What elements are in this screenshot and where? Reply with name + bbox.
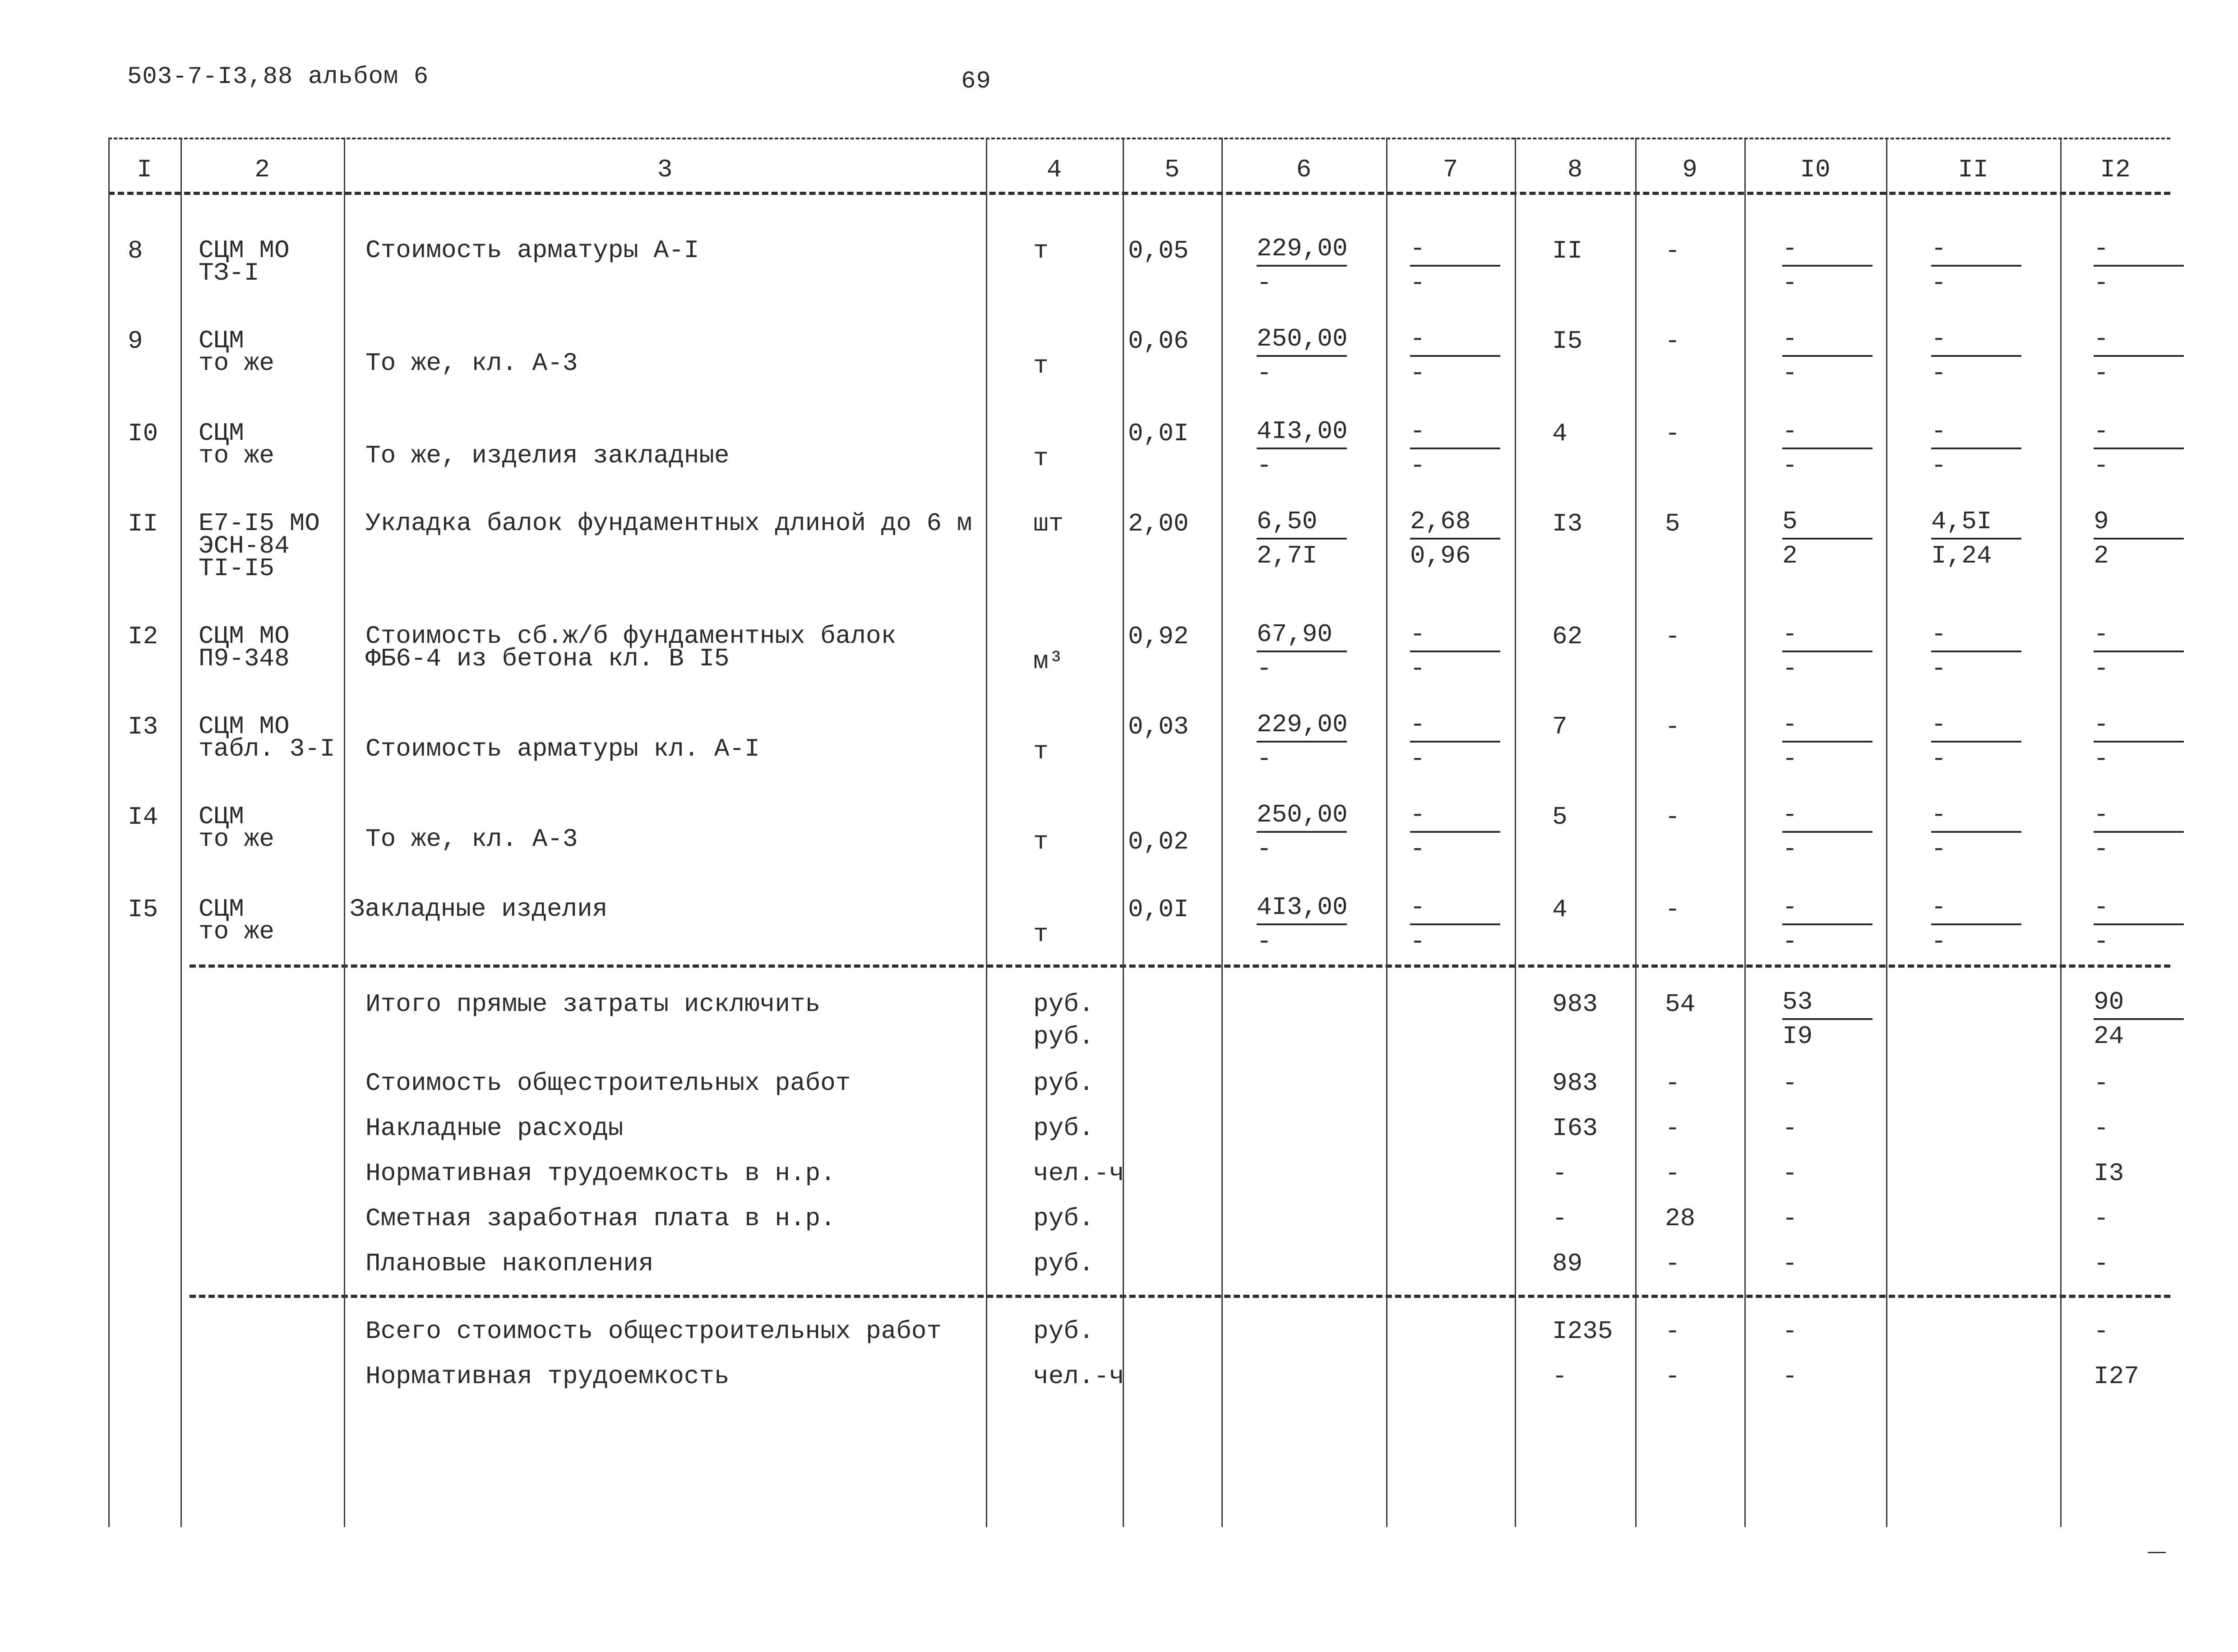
col12-fraction-numerator: - xyxy=(2094,891,2184,925)
col9-value: - xyxy=(1665,803,1680,831)
row-name: То же, кл. А-3 xyxy=(365,349,578,378)
column-divider xyxy=(1886,138,1887,1527)
col6-fraction-denominator: - xyxy=(1257,927,1272,956)
grand-total-unit: чел.-ч xyxy=(1033,1362,1124,1391)
row-name: То же, кл. А-3 xyxy=(365,825,578,854)
column-header: 4 xyxy=(1046,155,1062,184)
col11-fraction xyxy=(1931,618,2021,685)
col10-fraction-numerator: - xyxy=(1782,323,1873,357)
col6-fraction xyxy=(1257,708,1347,775)
total-direct-unit: руб. xyxy=(1033,990,1094,1019)
col11-fraction-numerator: - xyxy=(1931,415,2021,449)
row-name: Стоимость арматуры кл. А-I xyxy=(365,734,760,763)
col10-fraction-numerator: - xyxy=(1782,891,1873,925)
grand-total-col12: I27 xyxy=(2094,1362,2139,1391)
col6-fraction-numerator: 250,00 xyxy=(1257,323,1347,357)
top-rule xyxy=(108,138,2170,139)
col11-fraction-denominator: I,24 xyxy=(1931,541,1992,570)
total-line-col12: - xyxy=(2094,1114,2109,1143)
col11-fraction-denominator: - xyxy=(1931,268,1947,297)
col6-fraction-numerator: 4I3,00 xyxy=(1257,891,1347,925)
col12-fraction-denominator: - xyxy=(2094,359,2109,388)
row-number: I2 xyxy=(128,622,158,651)
col7-fraction xyxy=(1410,415,1500,482)
col6-fraction xyxy=(1257,618,1347,685)
row-code: СЦМ то же xyxy=(199,326,275,378)
column-divider xyxy=(1744,138,1746,1527)
col6-fraction xyxy=(1257,323,1347,389)
column-divider xyxy=(180,138,182,1527)
col6-fraction-denominator: - xyxy=(1257,451,1272,480)
total-line-col10: - xyxy=(1782,1114,1798,1143)
col11-fraction-numerator: - xyxy=(1931,323,2021,357)
row-name: То же, изделия закладные xyxy=(365,441,730,470)
col7-fraction-denominator: - xyxy=(1410,927,1425,956)
total-line-col12: - xyxy=(2094,1249,2109,1278)
row-number: I0 xyxy=(128,419,158,448)
total-line-col9: - xyxy=(1665,1159,1680,1188)
col9-value: - xyxy=(1665,712,1680,741)
section-rule-1 xyxy=(190,964,2170,968)
col12-fraction xyxy=(2094,415,2184,482)
total-line-name: Стоимость общестроительных работ xyxy=(365,1069,851,1098)
col7-fraction-numerator: - xyxy=(1410,415,1500,449)
col11-fraction xyxy=(1931,323,2021,389)
column-divider xyxy=(1635,138,1637,1527)
row-number: 9 xyxy=(128,327,143,355)
col6-fraction-denominator: - xyxy=(1257,835,1272,863)
total-line-unit: руб. xyxy=(1033,1249,1094,1278)
row-unit: т xyxy=(1033,737,1049,766)
col7-fraction xyxy=(1410,323,1500,389)
total-line-col8: - xyxy=(1552,1204,1568,1233)
col7-fraction-denominator: - xyxy=(1410,654,1425,683)
col11-fraction-denominator: - xyxy=(1931,927,1947,956)
grand-total-col10: - xyxy=(1782,1317,1798,1346)
col8-value: 62 xyxy=(1552,622,1583,651)
col7-fraction-numerator: - xyxy=(1410,232,1500,267)
row-name: Стоимость арматуры А-I xyxy=(365,236,699,265)
column-header: I0 xyxy=(1800,155,1831,184)
column-divider xyxy=(1221,138,1223,1527)
row-code: СЦМ МО ТЗ-I xyxy=(199,236,290,287)
col6-fraction-numerator: 4I3,00 xyxy=(1257,415,1347,449)
total-line-name: Плановые накопления xyxy=(365,1249,654,1278)
col7-fraction-denominator: - xyxy=(1410,451,1425,480)
total-direct-unit: руб. xyxy=(1033,1022,1094,1051)
col10-fraction-denominator: 2 xyxy=(1782,541,1798,570)
col12-fraction-denominator: - xyxy=(2094,927,2109,956)
col11-fraction-denominator: - xyxy=(1931,835,1947,863)
col7-fraction xyxy=(1410,505,1500,572)
row-quantity: 0,92 xyxy=(1128,622,1189,651)
col7-fraction xyxy=(1410,891,1500,958)
col6-fraction-numerator: 6,50 xyxy=(1257,505,1347,540)
col12-fraction xyxy=(2094,323,2184,389)
col10-fraction-numerator: - xyxy=(1782,798,1873,833)
total-line-unit: руб. xyxy=(1033,1114,1094,1143)
total-line-name: Накладные расходы xyxy=(365,1114,624,1143)
col8-value: II xyxy=(1552,236,1583,265)
col10-fraction xyxy=(1782,618,1873,685)
col10-fraction-numerator: - xyxy=(1782,708,1873,743)
total-line-col8: 983 xyxy=(1552,1069,1598,1098)
col10-fraction-denominator: - xyxy=(1782,654,1798,683)
column-header: II xyxy=(1958,155,1988,184)
col11-fraction-numerator: - xyxy=(1931,618,2021,652)
col6-fraction-numerator: 229,00 xyxy=(1257,232,1347,267)
row-quantity: 0,06 xyxy=(1128,327,1189,355)
col11-fraction xyxy=(1931,232,2021,299)
col11-fraction-denominator: - xyxy=(1931,654,1947,683)
total-direct-col9: 54 xyxy=(1665,990,1696,1019)
grand-total-col10: - xyxy=(1782,1362,1798,1391)
col10-fraction xyxy=(1782,798,1873,865)
col11-fraction-numerator: - xyxy=(1931,891,2021,925)
row-name: Укладка балок фундаментных длиной до 6 м xyxy=(365,509,972,538)
col10-fraction-numerator: - xyxy=(1782,618,1873,652)
col12-fraction xyxy=(2094,232,2184,299)
col10-fraction xyxy=(1782,891,1873,958)
col12-fraction-numerator: - xyxy=(2094,618,2184,652)
col10-fraction xyxy=(1782,232,1873,299)
col11-fraction-numerator: - xyxy=(1931,798,2021,833)
col12-fraction-denominator: - xyxy=(2094,744,2109,773)
col6-fraction xyxy=(1257,415,1347,482)
page-number: 69 xyxy=(961,68,991,95)
total-direct-col10-numerator: 53 xyxy=(1782,986,1873,1020)
col12-fraction-denominator: - xyxy=(2094,654,2109,683)
col7-fraction-numerator: - xyxy=(1410,891,1500,925)
column-header: 8 xyxy=(1567,155,1583,184)
col10-fraction xyxy=(1782,505,1873,572)
total-line-name: Нормативная трудоемкость в н.р. xyxy=(365,1159,836,1188)
col10-fraction xyxy=(1782,708,1873,775)
column-divider xyxy=(2060,138,2062,1527)
col10-fraction-numerator: 5 xyxy=(1782,505,1873,540)
row-quantity: 0,03 xyxy=(1128,712,1189,741)
col10-fraction-denominator: - xyxy=(1782,927,1798,956)
col10-fraction xyxy=(1782,415,1873,482)
grand-total-unit: руб. xyxy=(1033,1317,1094,1346)
col12-fraction-numerator: - xyxy=(2094,708,2184,743)
document-code: 503-7-I3,88 альбом 6 xyxy=(127,63,429,91)
row-number: I3 xyxy=(128,712,158,741)
row-code: Е7-I5 МО ЭСН-84 ТI-I5 xyxy=(199,509,320,583)
total-line-col10: - xyxy=(1782,1204,1798,1233)
col7-fraction-numerator: 2,68 xyxy=(1410,505,1500,540)
col6-fraction-denominator: - xyxy=(1257,654,1272,683)
row-unit: т xyxy=(1033,351,1049,380)
column-header: I2 xyxy=(2100,155,2131,184)
column-header: 9 xyxy=(1682,155,1697,184)
column-header: 5 xyxy=(1164,155,1180,184)
col7-fraction xyxy=(1410,798,1500,865)
grand-total-col9: - xyxy=(1665,1317,1680,1346)
row-quantity: 0,05 xyxy=(1128,236,1189,265)
col10-fraction-denominator: - xyxy=(1782,744,1798,773)
col6-fraction-numerator: 229,00 xyxy=(1257,708,1347,743)
total-line-col10: - xyxy=(1782,1249,1798,1278)
col9-value: - xyxy=(1665,327,1680,355)
col6-fraction xyxy=(1257,505,1347,572)
col7-fraction-numerator: - xyxy=(1410,798,1500,833)
grand-total-name: Нормативная трудоемкость xyxy=(365,1362,730,1391)
col12-fraction-denominator: - xyxy=(2094,451,2109,480)
col8-value: I3 xyxy=(1552,509,1583,538)
col7-fraction-numerator: - xyxy=(1410,618,1500,652)
col7-fraction xyxy=(1410,232,1500,299)
row-unit: т xyxy=(1033,236,1049,265)
total-line-name: Сметная заработная плата в н.р. xyxy=(365,1204,836,1233)
col7-fraction-denominator: - xyxy=(1410,359,1425,388)
row-code: СЦМ МО табл. 3-I xyxy=(199,712,335,763)
col6-fraction-denominator: - xyxy=(1257,744,1272,773)
col8-value: 4 xyxy=(1552,895,1568,924)
col7-fraction-denominator: 0,96 xyxy=(1410,541,1471,570)
col7-fraction-denominator: - xyxy=(1410,268,1425,297)
col12-fraction-denominator: - xyxy=(2094,835,2109,863)
grand-total-name: Всего стоимость общестроительных работ xyxy=(365,1317,942,1346)
row-number: I5 xyxy=(128,895,158,924)
col12-fraction-numerator: - xyxy=(2094,323,2184,357)
total-direct-col10 xyxy=(1782,986,1873,1052)
row-name: Стоимость сб.ж/б фундаментных балок ФБ6-4 из бетона кл. В I5 xyxy=(365,622,897,673)
column-header: 7 xyxy=(1443,155,1458,184)
row-unit: т xyxy=(1033,444,1049,473)
col11-fraction-denominator: - xyxy=(1931,359,1947,388)
col6-fraction-numerator: 67,90 xyxy=(1257,618,1347,652)
col11-fraction-numerator: - xyxy=(1931,708,2021,743)
col12-fraction xyxy=(2094,618,2184,685)
col7-fraction-denominator: - xyxy=(1410,744,1425,773)
row-quantity: 0,0I xyxy=(1128,419,1189,448)
col8-value: 4 xyxy=(1552,419,1568,448)
col10-fraction-denominator: - xyxy=(1782,359,1798,388)
col10-fraction xyxy=(1782,323,1873,389)
col12-fraction xyxy=(2094,708,2184,775)
total-line-col12: I3 xyxy=(2094,1159,2124,1188)
col12-fraction-denominator: - xyxy=(2094,268,2109,297)
col11-fraction xyxy=(1931,505,2021,572)
col7-fraction xyxy=(1410,618,1500,685)
total-line-col9: 28 xyxy=(1665,1204,1696,1233)
row-unit: т xyxy=(1033,827,1049,856)
column-header: I xyxy=(137,155,152,184)
col9-value: 5 xyxy=(1665,509,1680,538)
col6-fraction-denominator: 2,7I xyxy=(1257,541,1318,570)
column-divider xyxy=(1515,138,1516,1527)
total-line-unit: руб. xyxy=(1033,1069,1094,1098)
col7-fraction xyxy=(1410,708,1500,775)
col7-fraction-numerator: - xyxy=(1410,323,1500,357)
col7-fraction-denominator: - xyxy=(1410,835,1425,863)
total-direct-col8: 983 xyxy=(1552,990,1598,1019)
row-unit: м³ xyxy=(1033,647,1064,676)
row-code: СЦМ то же xyxy=(199,895,275,946)
col11-fraction-numerator: - xyxy=(1931,232,2021,267)
col12-fraction xyxy=(2094,798,2184,865)
col6-fraction-denominator: - xyxy=(1257,268,1272,297)
col11-fraction-denominator: - xyxy=(1931,451,1947,480)
col9-value: - xyxy=(1665,419,1680,448)
total-line-col9: - xyxy=(1665,1249,1680,1278)
col6-fraction-numerator: 250,00 xyxy=(1257,798,1347,833)
total-direct-col12-numerator: 90 xyxy=(2094,986,2184,1020)
col6-fraction-denominator: - xyxy=(1257,359,1272,388)
total-line-col12: - xyxy=(2094,1069,2109,1098)
grand-total-col12: - xyxy=(2094,1317,2109,1346)
col11-fraction xyxy=(1931,708,2021,775)
header-rule xyxy=(108,192,2170,195)
column-divider xyxy=(344,138,345,1527)
col11-fraction xyxy=(1931,798,2021,865)
col8-value: 5 xyxy=(1552,803,1568,831)
col6-fraction xyxy=(1257,798,1347,865)
row-unit: шт xyxy=(1033,509,1064,538)
col9-value: - xyxy=(1665,236,1680,265)
col10-fraction-numerator: - xyxy=(1782,415,1873,449)
col11-fraction xyxy=(1931,891,2021,958)
column-divider xyxy=(108,138,110,1527)
total-line-col8: - xyxy=(1552,1159,1568,1188)
total-direct-col12 xyxy=(2094,986,2184,1052)
column-header: 2 xyxy=(254,155,270,184)
total-line-col10: - xyxy=(1782,1159,1798,1188)
column-divider xyxy=(1386,138,1387,1527)
row-quantity: 2,00 xyxy=(1128,509,1189,538)
col8-value: I5 xyxy=(1552,327,1583,355)
col7-fraction-numerator: - xyxy=(1410,708,1500,743)
total-direct-col12-denominator: 24 xyxy=(2094,1022,2124,1051)
column-header: 6 xyxy=(1296,155,1312,184)
total-line-unit: чел.-ч xyxy=(1033,1159,1124,1188)
col12-fraction-numerator: - xyxy=(2094,415,2184,449)
col12-fraction xyxy=(2094,891,2184,958)
total-line-unit: руб. xyxy=(1033,1204,1094,1233)
total-line-col8: 89 xyxy=(1552,1249,1583,1278)
col10-fraction-denominator: - xyxy=(1782,451,1798,480)
col9-value: - xyxy=(1665,622,1680,651)
row-name: Закладные изделия xyxy=(350,895,608,923)
col12-fraction-denominator: 2 xyxy=(2094,541,2109,570)
row-quantity: 0,02 xyxy=(1128,827,1189,856)
grand-total-col9: - xyxy=(1665,1362,1680,1391)
col11-fraction xyxy=(1931,415,2021,482)
column-divider xyxy=(986,138,987,1527)
col6-fraction xyxy=(1257,891,1347,958)
col10-fraction-denominator: - xyxy=(1782,268,1798,297)
col12-fraction xyxy=(2094,505,2184,572)
col12-fraction-numerator: - xyxy=(2094,232,2184,267)
col10-fraction-denominator: - xyxy=(1782,835,1798,863)
row-number: II xyxy=(128,509,158,538)
total-direct-col10-denominator: I9 xyxy=(1782,1022,1813,1051)
col11-fraction-numerator: 4,5I xyxy=(1931,505,2021,540)
col8-value: 7 xyxy=(1552,712,1568,741)
total-line-col9: - xyxy=(1665,1069,1680,1098)
row-code: СЦМ то же xyxy=(199,419,275,470)
column-header: 3 xyxy=(657,155,673,184)
grand-total-col8: I235 xyxy=(1552,1317,1613,1346)
col10-fraction-numerator: - xyxy=(1782,232,1873,267)
row-quantity: 0,0I xyxy=(1128,895,1189,924)
row-code: СЦМ МО П9-348 xyxy=(199,622,290,673)
col9-value: - xyxy=(1665,895,1680,924)
grand-total-col8: - xyxy=(1552,1362,1568,1391)
column-divider xyxy=(1123,138,1124,1527)
total-line-col12: - xyxy=(2094,1204,2109,1233)
col12-fraction-numerator: - xyxy=(2094,798,2184,833)
row-number: I4 xyxy=(128,803,158,831)
col6-fraction xyxy=(1257,232,1347,299)
total-line-col10: - xyxy=(1782,1069,1798,1098)
row-number: 8 xyxy=(128,236,143,265)
end-mark xyxy=(2148,1552,2166,1553)
section-rule-2 xyxy=(190,1295,2170,1298)
total-direct-name: Итого прямые затраты исключить xyxy=(365,990,821,1019)
col12-fraction-numerator: 9 xyxy=(2094,505,2184,540)
col11-fraction-denominator: - xyxy=(1931,744,1947,773)
row-code: СЦМ то же xyxy=(199,802,275,854)
row-unit: т xyxy=(1033,920,1049,949)
total-line-col9: - xyxy=(1665,1114,1680,1143)
total-line-col8: I63 xyxy=(1552,1114,1598,1143)
